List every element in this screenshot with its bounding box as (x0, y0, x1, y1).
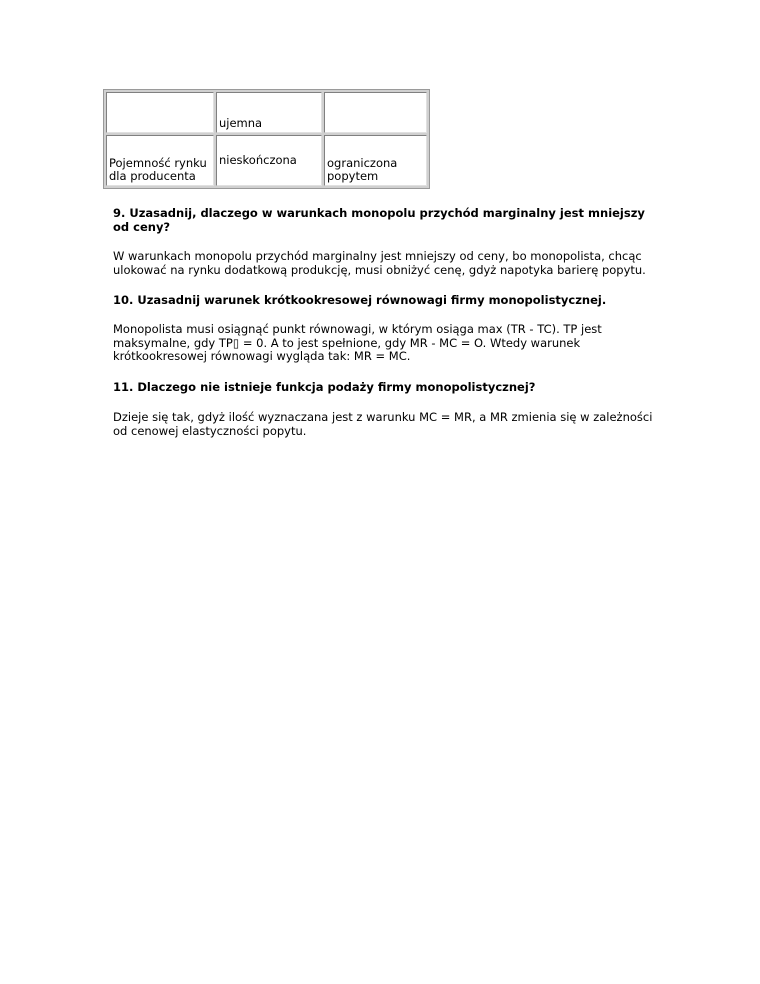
table-row (106, 92, 427, 133)
answer-9: W warunkach monopolu przychód marginalny jest mniejszy od ceny, bo monopolista, chcąc ulokować na rynku dodatkową produkcję, musi obniżyć cenę, gdyż napotyka barierę popytu. (113, 249, 646, 277)
table-cell: Pojemność rynku dla producenta (106, 135, 214, 186)
table-cell (324, 92, 427, 133)
table-cell: ograniczona popytem (324, 135, 427, 186)
comparison-table (103, 89, 430, 189)
table-cell (106, 92, 214, 133)
answer-11: Dzieje się tak, gdyż ilość wyznaczana jest z warunku MC = MR, a MR zmienia się w zależności od cenowej elastyczności popytu. (113, 410, 653, 438)
table-row (106, 135, 427, 186)
question-11: 11. Dlaczego nie istnieje funkcja podaży firmy monopolistycznej? (113, 380, 536, 394)
answer-10: Monopolista musi osiągnąć punkt równowagi, w którym osiąga max (TR - TC). TP jest maksymalne, gdy TP▯ = 0. A to jest spełnione, gdy MR - MC = O. Wtedy warunek krótkookresowej równowagi wygląda tak: MR = MC. (113, 322, 602, 363)
question-9: 9. Uzasadnij, dlaczego w warunkach monopolu przychód marginalny jest mniejszy od ceny? (113, 206, 645, 234)
table-cell: nieskończona (216, 135, 322, 186)
question-10: 10. Uzasadnij warunek krótkookresowej równowagi firmy monopolistycznej. (113, 293, 607, 307)
table-cell: ujemna (216, 92, 322, 133)
